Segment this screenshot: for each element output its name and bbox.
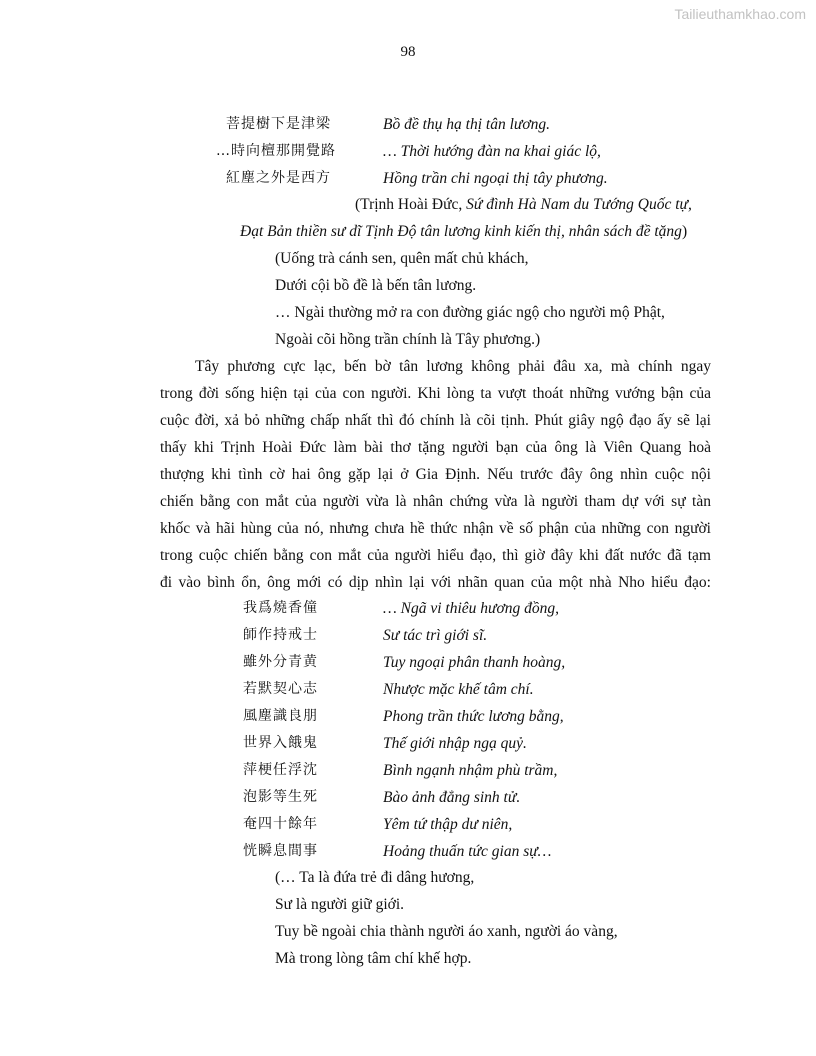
translation1-line: (Uống trà cánh sen, quên mất chủ khách, xyxy=(275,250,529,267)
poem2-han-line: 泡影等生死 xyxy=(243,789,318,805)
translation1-line: Dưới cội bồ đề là bến tân lương. xyxy=(275,277,477,294)
poem2-han-line: 恍瞬息間事 xyxy=(243,843,318,859)
paragraph-line: trong cuộc chiến bằng con mắt của người hiểu đạo, thì giờ đây khi đất nước đã tạm xyxy=(160,547,711,564)
paragraph-line: thấy khi Trịnh Hoài Đức làm bài thơ tặng người bạn của ông là Viên Quang hoà xyxy=(160,439,711,456)
paragraph-line: trong đời sống hiện tại của con người. Khi lòng ta vượt thoát những vướng bận của xyxy=(160,385,711,402)
citation-title-1: Sứ đình Hà Nam du Tướng Quốc tự, xyxy=(466,196,692,213)
watermark: Tailieuthamkhao.com xyxy=(674,6,806,22)
translation1-line: … Ngài thường mở ra con đường giác ngộ cho người mộ Phật, xyxy=(275,304,665,321)
poem1-han-line: 紅塵之外是西方 xyxy=(226,170,331,186)
paragraph-line: đi vào bình ổn, ông mới có dịp nhìn lại với nhãn quan của một nhà Nho hiểu đạo: xyxy=(160,574,711,591)
translation2-line: Tuy bề ngoài chia thành người áo xanh, người áo vàng, xyxy=(275,923,618,940)
paragraph-line: khốc và hãi hùng của nó, nhưng chưa hề thức nhận về số phận của những con người xyxy=(160,520,711,537)
poem2-viet-line: Sư tác trì giới sĩ. xyxy=(383,627,488,644)
poem2-han-line: 若默契心志 xyxy=(243,681,318,697)
paragraph-line: cuộc đời, xả bỏ những chấp nhất thì đó chính là cõi tịnh. Phút giây ngộ đạo ấy sẽ lại xyxy=(160,412,711,429)
poem2-han-line: 奄四十餘年 xyxy=(243,816,318,832)
paragraph-line: thượng khi tình cờ hai ông gặp lại ở Gia Định. Nếu trước đây ông nhìn cuộc nội xyxy=(160,466,711,483)
poem2-viet-line: Bào ảnh đẳng sinh tử. xyxy=(383,789,521,806)
poem1-viet-line: Bồ đề thụ hạ thị tân lương. xyxy=(383,116,550,133)
poem2-han-line: 萍梗任浮沈 xyxy=(243,762,318,778)
poem1-viet-line: Hồng trần chi ngoại thị tây phương. xyxy=(383,170,608,187)
poem1-han-line: …時向檀那開覺路 xyxy=(216,143,336,159)
paragraph-line: chiến bằng con mắt của người vừa là nhân chứng vừa là người tham dự với sự tàn xyxy=(160,493,711,510)
citation-title-2: Đạt Bản thiền sư dĩ Tịnh Độ tân lương kinh kiến thị, nhân sách đề tặng xyxy=(240,223,682,240)
poem2-viet-line: Thế giới nhập ngạ quỷ. xyxy=(383,735,527,752)
poem2-viet-line: Yêm tứ thập dư niên, xyxy=(383,816,513,833)
poem1-han-line: 菩提樹下是津梁 xyxy=(226,116,331,132)
page-number: 98 xyxy=(400,44,416,60)
poem2-viet-line: Nhược mặc khế tâm chí. xyxy=(383,681,534,698)
translation2-line: (… Ta là đứa trẻ đi dâng hương, xyxy=(275,869,475,886)
poem2-han-line: 師作持戒士 xyxy=(243,627,318,643)
poem1-viet-line: … Thời hướng đàn na khai giác lộ, xyxy=(383,143,601,160)
poem2-han-line: 世界入餓鬼 xyxy=(243,735,318,751)
translation2-line: Mà trong lòng tâm chí khế hợp. xyxy=(275,950,472,967)
paragraph-line: Tây phương cực lạc, bến bờ tân lương không phải đâu xa, mà chính ngay xyxy=(195,358,711,375)
translation1-line: Ngoài cõi hồng trần chính là Tây phương.) xyxy=(275,331,541,348)
poem2-han-line: 我爲燒香僮 xyxy=(243,600,318,616)
poem2-han-line: 雖外分青黄 xyxy=(243,654,318,670)
poem2-viet-line: … Ngã vi thiêu hương đồng, xyxy=(383,600,560,617)
poem2-han-line: 風塵識良朋 xyxy=(243,708,318,724)
poem2-viet-line: Hoảng thuấn tức gian sự… xyxy=(383,843,552,860)
citation-open: (Trịnh Hoài Đức, xyxy=(355,196,467,213)
poem2-viet-line: Bình ngạnh nhậm phù trầm, xyxy=(383,762,558,779)
poem2-viet-line: Tuy ngoại phân thanh hoàng, xyxy=(383,654,566,671)
translation2-line: Sư là người giữ giới. xyxy=(275,896,405,913)
citation-close: ) xyxy=(681,223,688,240)
citation-line-2 xyxy=(240,222,687,242)
citation-line-1 xyxy=(355,195,692,215)
poem2-viet-line: Phong trần thức lương bằng, xyxy=(383,708,564,725)
